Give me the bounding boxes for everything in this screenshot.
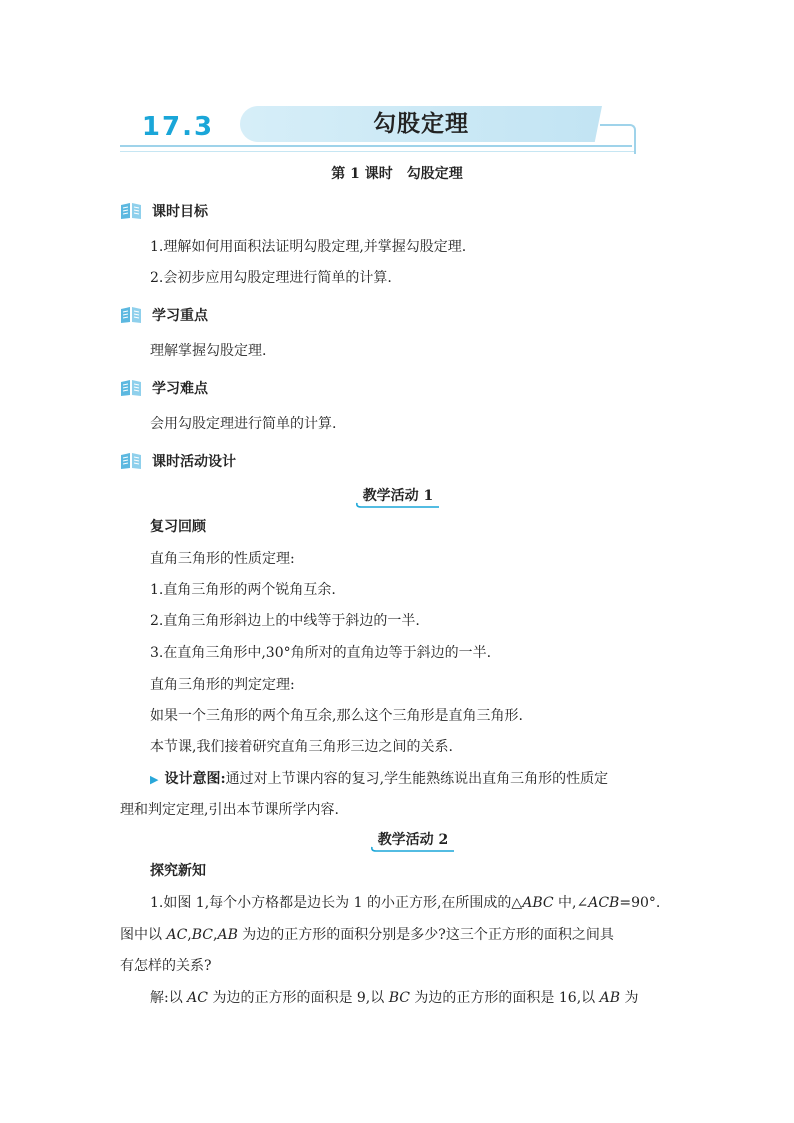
text-run: 为边的正方形的面积是 9,以 (208, 990, 389, 1006)
text-run: =90°. (619, 895, 661, 911)
question-line: 有怎样的关系? (120, 958, 212, 974)
text-run: , (187, 927, 192, 943)
solution-line (150, 988, 638, 1008)
activity-1-title (357, 485, 439, 509)
text-run: 1.如图 1,每个小方格都是边长为 1 的小正方形,在所围成的△ (150, 895, 523, 911)
design-intent-label: 设计意图: (164, 771, 226, 787)
key-points-text: 理解掌握勾股定理. (150, 343, 267, 359)
text-run: AC (166, 927, 188, 943)
section-label: 学习重点 (152, 308, 208, 324)
header-corner (600, 124, 636, 154)
activity-1-line: 直角三角形的性质定理: (150, 551, 295, 567)
activity-label: 教学活动 2 (377, 832, 449, 848)
text-run: AC (187, 990, 208, 1006)
section-key-points (120, 304, 208, 326)
header-rule-thin (120, 151, 636, 152)
text-run: AB (217, 927, 238, 943)
section-label: 学习难点 (152, 381, 208, 397)
question-line (120, 925, 614, 945)
activity-1-line: 2.直角三角形斜边上的中线等于斜边的一半. (150, 613, 420, 629)
activity-underline (370, 845, 456, 853)
text-run: , (213, 927, 218, 943)
text-run: AB (599, 990, 621, 1006)
text-run: BC (191, 927, 213, 943)
design-intent-text: 通过对上节课内容的复习,学生能熟练说出直角三角形的性质定 (225, 771, 609, 787)
activity-2-heading: 探究新知 (150, 863, 206, 879)
section-label: 课时目标 (152, 204, 208, 220)
activity-1-line: 直角三角形的判定定理: (150, 677, 295, 693)
text-run: 为边的正方形的面积是 16,以 (409, 990, 600, 1006)
question-line (150, 893, 660, 913)
section-goals (120, 200, 208, 222)
text-run: ABC (522, 895, 554, 911)
open-book-icon (120, 306, 142, 324)
text-run: 解:以 (150, 990, 188, 1006)
difficulties-text: 会用勾股定理进行简单的计算. (150, 416, 337, 432)
activity-1-line: 1.直角三角形的两个锐角互余. (150, 582, 336, 598)
activity-1-heading: 复习回顾 (150, 519, 206, 535)
text-run: 图中以 (120, 927, 167, 943)
text-run: 为 (620, 990, 639, 1006)
design-intent-text-cont: 理和判定定理,引出本节课所学内容. (120, 802, 339, 818)
goal-item: 1.理解如何用面积法证明勾股定理,并掌握勾股定理. (150, 239, 467, 255)
activity-1-line: 如果一个三角形的两个角互余,那么这个三角形是直角三角形. (150, 708, 523, 724)
activity-1-line: 3.在直角三角形中,30°角所对的直角边等于斜边的一半. (150, 645, 492, 661)
open-book-icon (120, 202, 142, 220)
text-run: ACB (588, 895, 620, 911)
text-run: 中,∠ (553, 895, 589, 911)
section-label: 课时活动设计 (152, 454, 236, 470)
activity-underline (355, 501, 441, 509)
activity-2-title (372, 829, 454, 853)
design-intent (150, 769, 608, 790)
text-run: 为边的正方形的面积分别是多少?这三个正方形的面积之间具 (237, 927, 614, 943)
activity-1-line: 本节课,我们接着研究直角三角形三边之间的关系. (150, 739, 453, 755)
activity-label: 教学活动 1 (362, 488, 434, 504)
section-number: 17.3 (141, 112, 215, 142)
section-design (120, 450, 236, 472)
section-difficulties (120, 377, 208, 399)
text-run: BC (388, 990, 410, 1006)
lesson-subtitle: 第 1 课时 勾股定理 (331, 166, 463, 182)
page-title: 勾股定理 (373, 110, 469, 137)
open-book-icon (120, 379, 142, 397)
goal-item: 2.会初步应用勾股定理进行简单的计算. (150, 270, 392, 286)
triangle-arrow-icon: ▶ (150, 773, 159, 786)
open-book-icon (120, 452, 142, 470)
